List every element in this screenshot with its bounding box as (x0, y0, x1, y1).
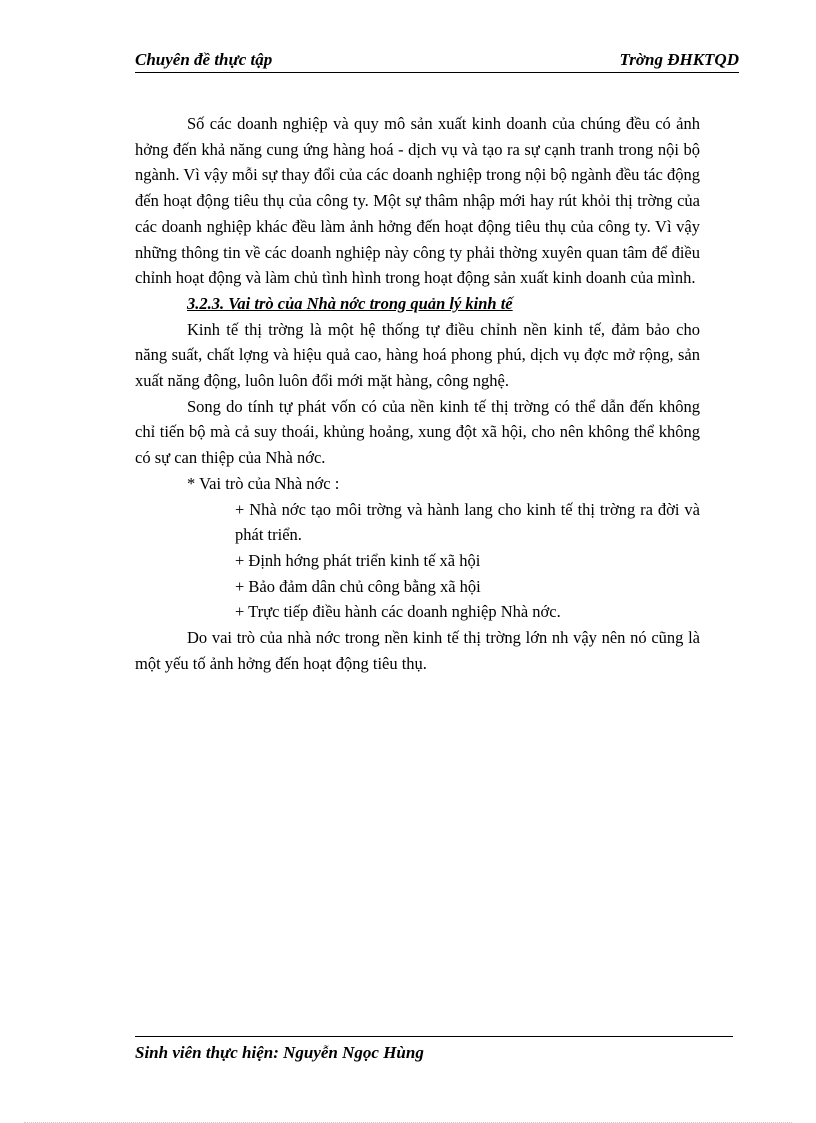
paragraph-conclusion: Do vai trò của nhà nớc trong nền kinh tế thị trờng lớn nh vậy nên nó cũng là một yếu tố ảnh hởng đến hoạt động tiêu thụ. (135, 628, 700, 673)
footer-author: Sinh viên thực hiện: Nguyễn Ngọc Hùng (135, 1043, 424, 1062)
role-item: + Định hớng phát triển kinh tế xã hội (235, 550, 481, 570)
header-title: Chuyên đề thực tập (135, 50, 273, 69)
page-header (135, 48, 739, 73)
role-intro: * Vai trò của Nhà nớc : (187, 473, 340, 493)
section-heading: 3.2.3. Vai trò của Nhà nớc trong quản lý kinh tế (187, 293, 513, 313)
role-item: + Trực tiếp điều hành các doanh nghiệp Nhà nớc. (235, 602, 561, 622)
header-school: Trờng ĐHKTQD (619, 50, 739, 69)
paragraph-state-intervention: Song do tính tự phát vốn có của nền kinh tế thị trờng có thể dẫn đến không chỉ tiến bộ mà cả suy thoái, khủng hoảng, xung đột xã hội, cho nên không thể không có sự can thiệp của Nhà nớc. (135, 396, 700, 468)
page-body (135, 111, 700, 676)
page-footer (135, 1036, 733, 1073)
role-item: + Nhà nớc tạo môi trờng và hành lang cho kinh tế thị trờng ra đời và phát triển. (235, 499, 700, 545)
role-item: + Bảo đảm dân chủ công bằng xã hội (235, 576, 481, 596)
paragraph-market-economy: Kinh tế thị trờng là một hệ thống tự điều chỉnh nền kinh tế, đảm bảo cho năng suất, chất lợng và hiệu quả cao, hàng hoá phong phú, dịch vụ đợc mở rộng, sản xuất năng động, luôn luôn đổi mới mặt hàng, công nghệ. (135, 319, 700, 391)
paragraph-competitors: Số các doanh nghiệp và quy mô sản xuất kinh doanh của chúng đều có ảnh hởng đến khả năng cung ứng hàng hoá - dịch vụ và tạo ra sự cạnh tranh trong nội bộ ngành. Vì vậy mỗi sự thay đổi của các doanh nghiệp trong nội bộ ngành đều tác động đến hoạt động tiêu thụ của công ty. Một sự thâm nhập mới hay rút khỏi thị trờng của các doanh nghiệp khác đều làm ảnh hởng đến hoạt động tiêu thụ của công ty. Vì vậy những thông tin về các doanh nghiệp này công ty phải thờng xuyên quan tâm để điều chỉnh hoạt động và làm chủ tình hình trong hoạt động sản xuất kinh doanh của mình. (135, 114, 700, 288)
